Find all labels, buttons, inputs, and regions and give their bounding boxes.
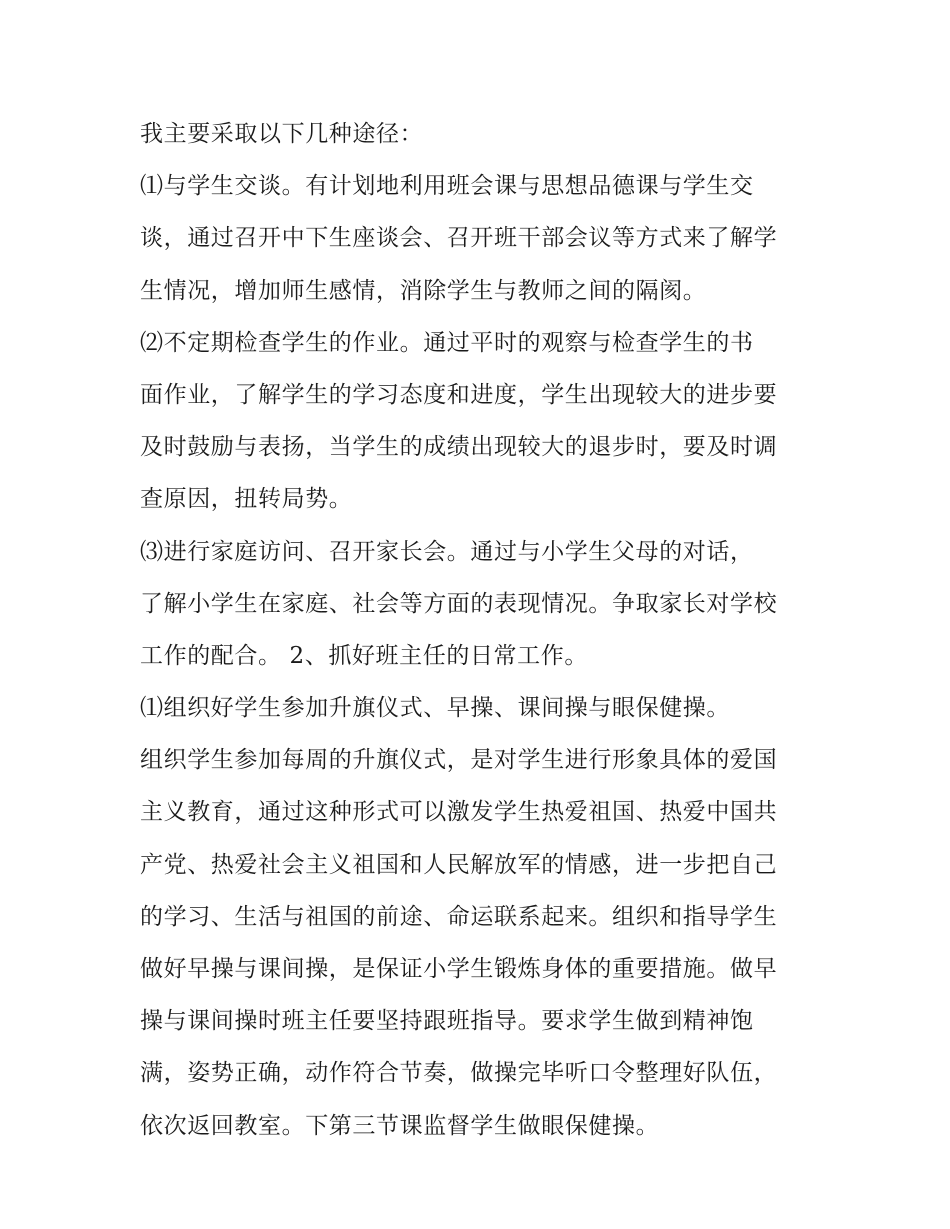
text-line: 操与课间操时班主任要坚持跟班指导。要求学生做到精神饱 [140,1008,754,1035]
text-line: 及时鼓励与表扬，当学生的成绩出现较大的退步时，要及时调 [140,434,778,461]
text-line: 我主要采取以下几种途径： [140,121,424,147]
text-line: 满，姿势正确，动作符合节奏，做操完毕听口令整理好队伍， [140,1060,778,1087]
text-line: 主义教育，通过这种形式可以激发学生热爱祖国、热爱中国共 [140,799,778,826]
text-line: 工作的配合。 2、抓好班主任的日常工作。 [140,642,588,669]
text-line: 面作业，了解学生的学习态度和进度，学生出现较大的进步要 [140,381,778,408]
document-body [140,108,820,1152]
text-line: 生情况，增加师生感情，消除学生与教师之间的隔阂。 [140,277,707,304]
text-line: 的学习、生活与祖国的前途、命运联系起来。组织和指导学生 [140,903,778,930]
text-line: 做好早操与课间操，是保证小学生锻炼身体的重要措施。做早 [140,956,778,982]
text-line: ⑵不定期检查学生的作业。通过平时的观察与检查学生的书 [140,329,754,356]
text-line: ⑶进行家庭访问、召开家长会。通过与小学生父母的对话， [140,538,754,565]
text-line: 组织学生参加每周的升旗仪式，是对学生进行形象具体的爱国 [140,747,778,774]
text-line: ⑴组织好学生参加升旗仪式、早操、课间操与眼保健操。 [140,695,730,722]
text-line: 查原因，扭转局势。 [140,486,353,513]
text-line: ⑴与学生交谈。有计划地利用班会课与思想品德课与学生交 [140,173,754,200]
text-line: 了解小学生在家庭、社会等方面的表现情况。争取家长对学校 [140,590,778,617]
text-line: 谈，通过召开中下生座谈会、召开班干部会议等方式来了解学 [140,225,778,252]
text-line: 依次返回教室。下第三节课监督学生做眼保健操。 [140,1112,660,1139]
text-line: 产党、热爱社会主义祖国和人民解放军的情感，进一步把自己 [140,851,778,878]
